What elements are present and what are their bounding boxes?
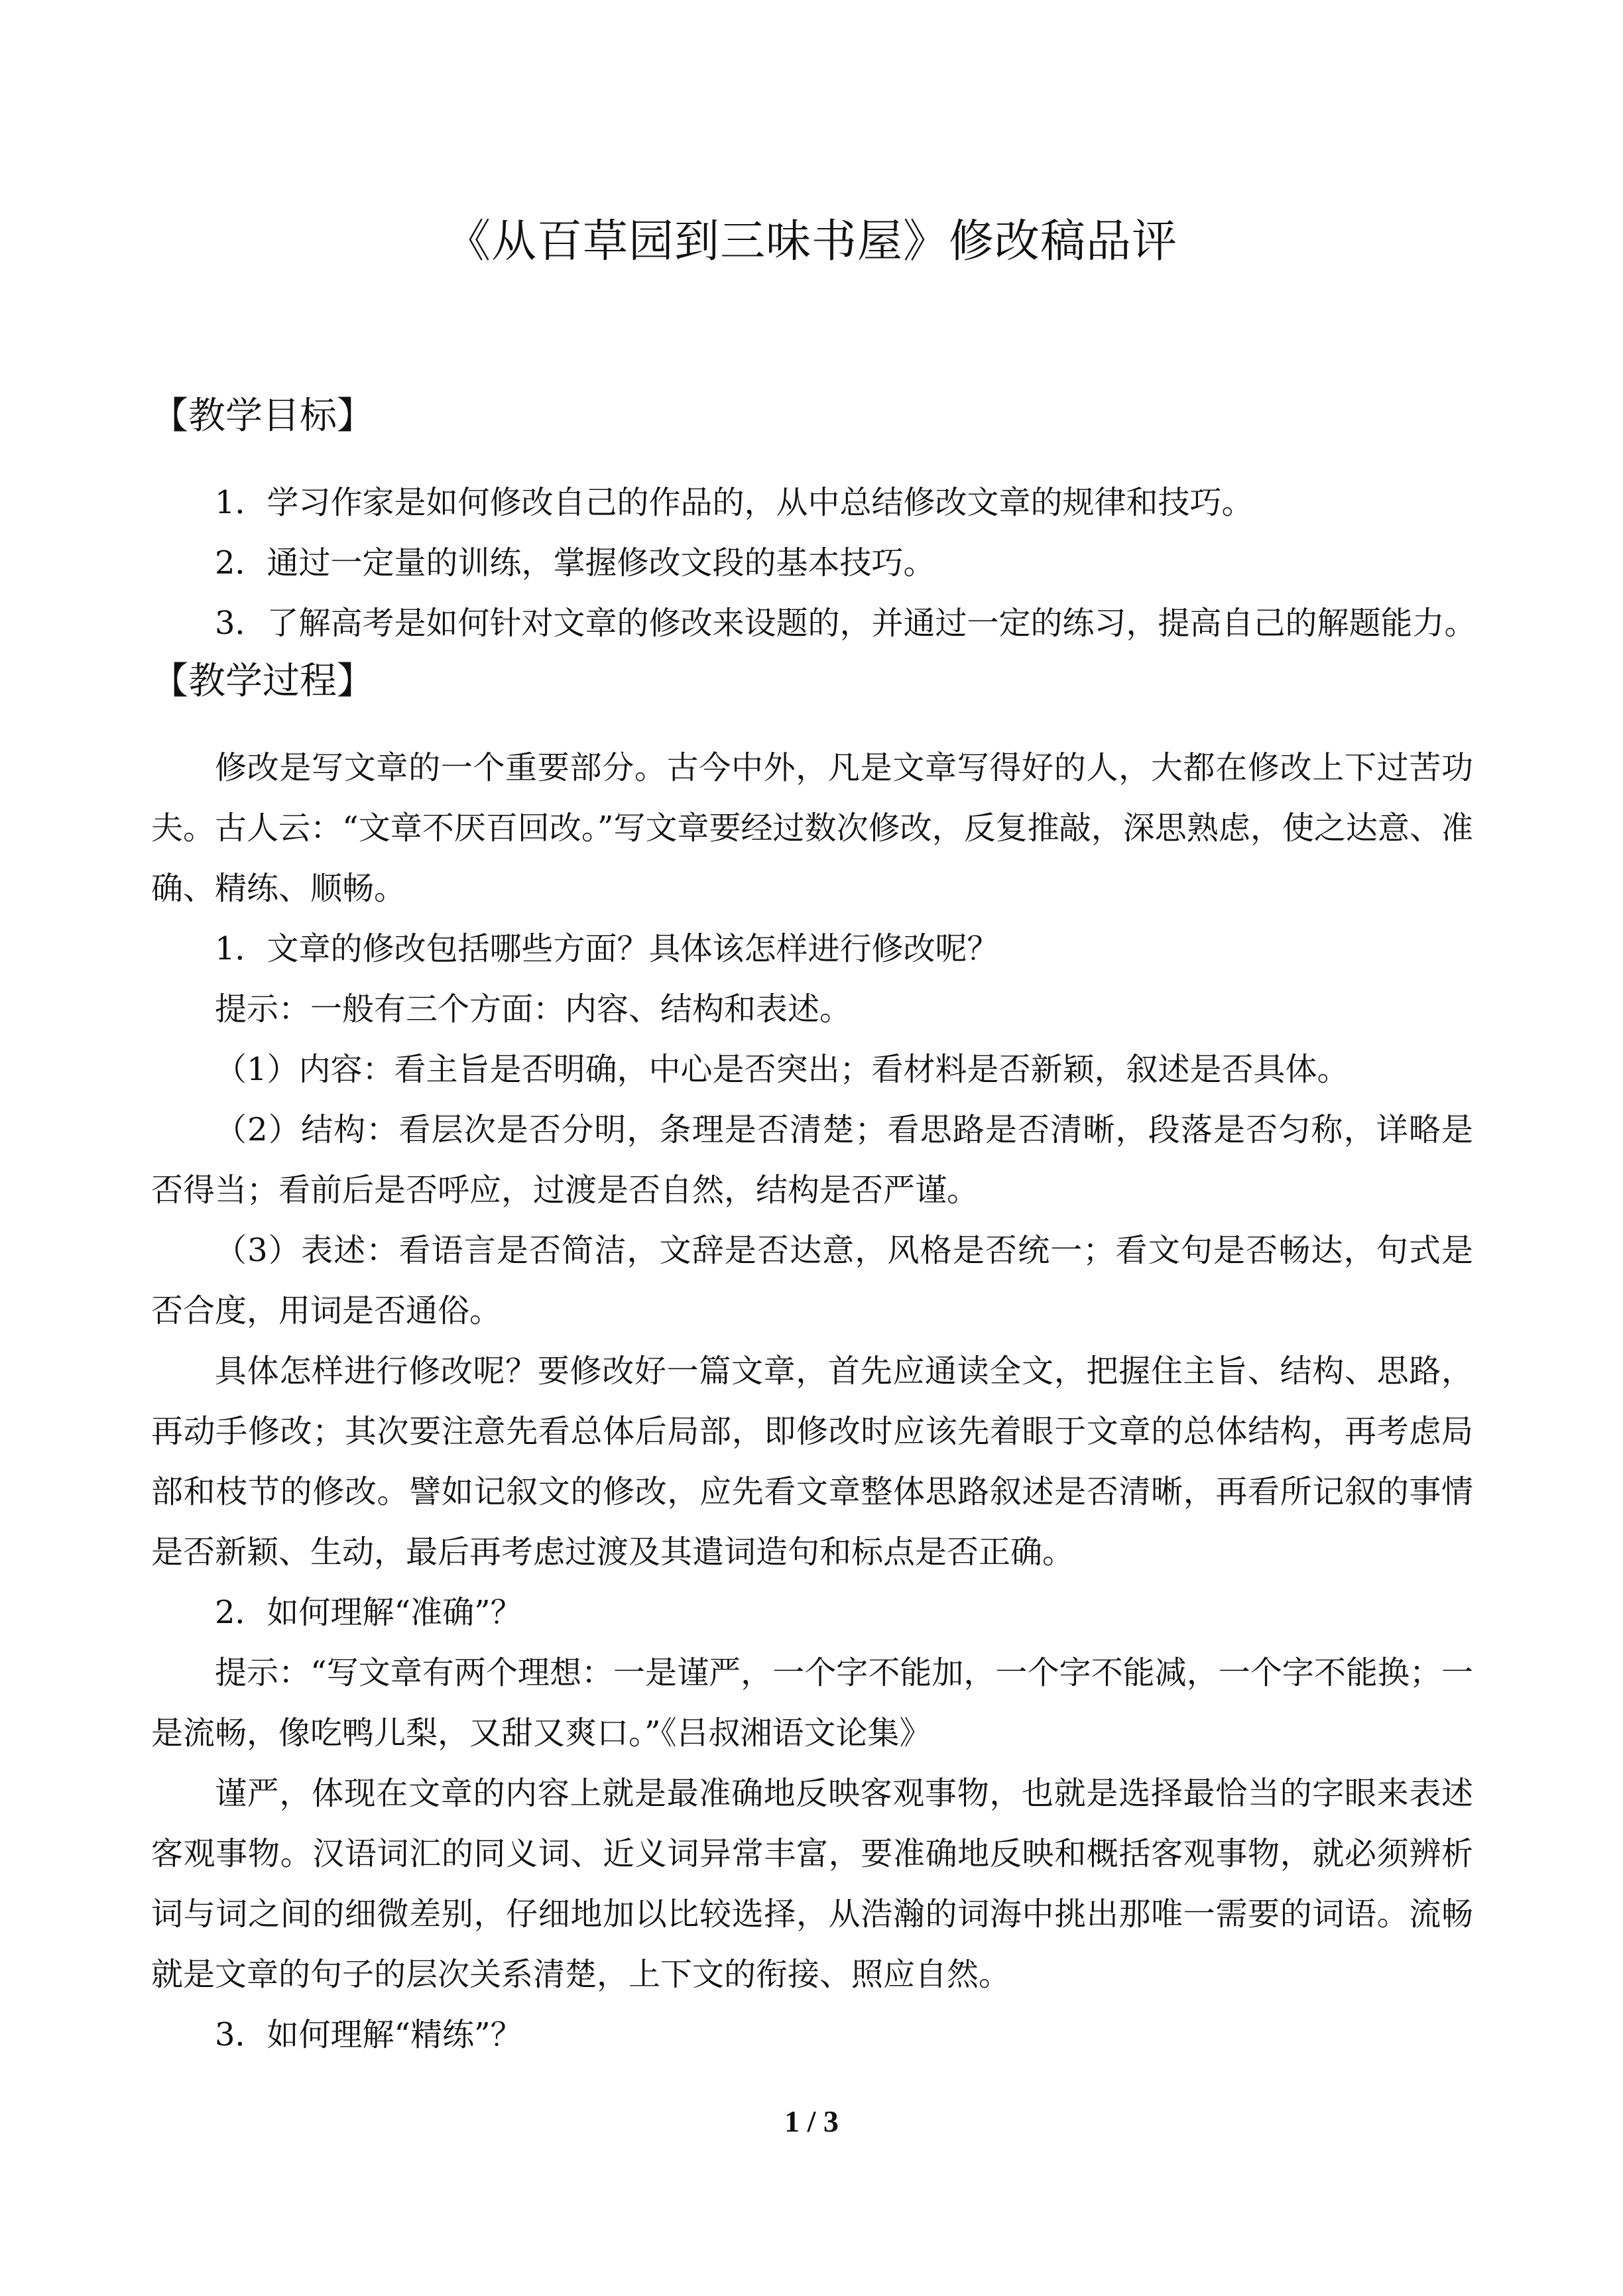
question-1-item-structure: （2）结构：看层次是否分明，条理是否清楚；看思路是否清晰，段落是否匀称，详略是否得当；看前后是否呼应，过渡是否自然，结构是否严谨。: [151, 1111, 1473, 1209]
objective-item-2: 2．通过一定量的训练，掌握修改文段的基本技巧。: [215, 544, 935, 581]
process-intro: 修改是写文章的一个重要部分。古今中外，凡是文章写得好的人，大都在修改上下过苦功夫。古人云：“文章不厌百回改。”写文章要经过数次修改，反复推敲，深思熟虑，使之达意、准确、精练、顺畅。: [151, 749, 1473, 907]
page-number: 1 / 3: [784, 2104, 839, 2138]
question-1-method: 具体怎样进行修改呢？要修改好一篇文章，首先应通读全文，把握住主旨、结构、思路，再动手修改；其次要注意先看总体后局部，即修改时应该先着眼于文章的总体结构，再考虑局部和枝节的修改。譬如记叙文的修改，应先看文章整体思路叙述是否清晰，再看所记叙的事情是否新颖、生动，最后再考虑过渡及其遣词造句和标点是否正确。: [151, 1353, 1473, 1571]
objective-item-1: 1．学习作家是如何修改自己的作品的，从中总结修改文章的规律和技巧。: [215, 484, 1254, 521]
document-title: 《从百草园到三味书屋》修改稿品评: [445, 215, 1177, 268]
question-1-item-expression: （3）表述：看语言是否简洁，文辞是否达意，风格是否统一；看文句是否畅达，句式是否合度，用词是否通俗。: [151, 1232, 1473, 1329]
question-2-hint: 提示：“写文章有两个理想：一是谨严，一个字不能加，一个字不能减，一个字不能换；一是流畅，像吃鸭儿梨，又甜又爽口。”《吕叔湘语文论集》: [151, 1654, 1473, 1752]
question-3: 3．如何理解“精练”？: [215, 2016, 522, 2053]
objectives-heading: 【教学目标】: [151, 394, 374, 438]
process-heading: 【教学过程】: [151, 660, 374, 703]
question-2: 2．如何理解“准确”？: [215, 1594, 522, 1631]
question-2-explanation: 谨严，体现在文章的内容上就是最准确地反映客观事物，也就是选择最恰当的字眼来表述客观事物。汉语词汇的同义词、近义词异常丰富，要准确地反映和概括客观事物，就必须辨析词与词之间的细微差别，仔细地加以比较选择，从浩瀚的词海中挑出那唯一需要的词语。流畅就是文章的句子的层次关系清楚，上下文的衔接、照应自然。: [151, 1775, 1473, 1993]
objective-item-3: 3．了解高考是如何针对文章的修改来设题的，并通过一定的练习，提高自己的解题能力。: [215, 605, 1476, 642]
question-1-hint: 提示：一般有三个方面：内容、结构和表述。: [215, 991, 852, 1028]
question-1: 1．文章的修改包括哪些方面？具体该怎样进行修改呢？: [215, 930, 999, 967]
question-1-item-content: （1）内容：看主旨是否明确，中心是否突出；看材料是否新颖，叙述是否具体。: [215, 1051, 1349, 1088]
